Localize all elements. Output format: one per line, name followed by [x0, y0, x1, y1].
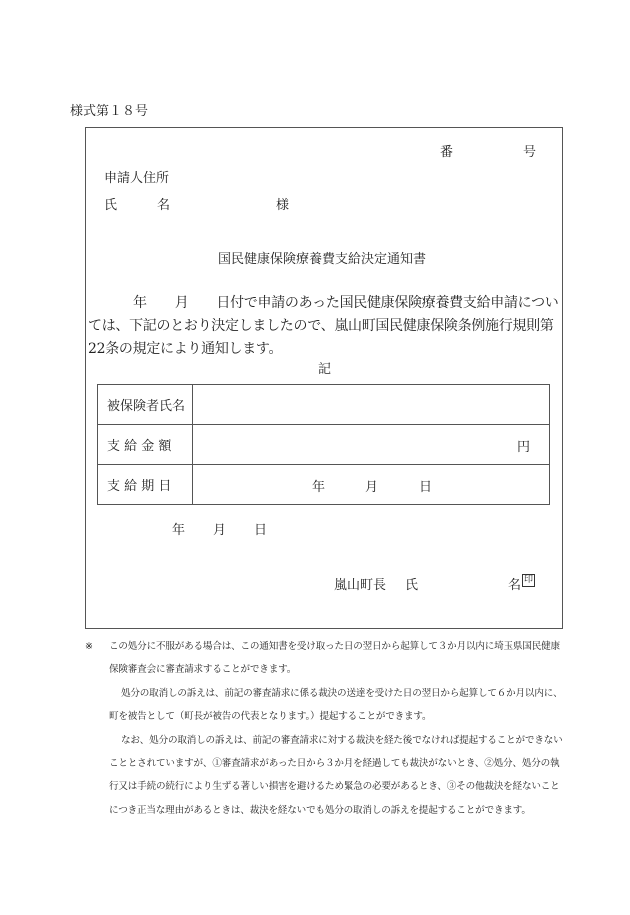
notice-title: 国民健康保険療養費支給決定通知書 [218, 252, 427, 267]
note-3-text: なお、処分の取消しの訴えは、前記の審査請求に対する裁決を経た後でなければ提起することができないこととされていますが、①審査請求があった日から３か月を経過しても裁決がないとき、②処分、処分の執行又は手続の続行により生ずる著しい損害を避けるため緊急の必要があるとき、③その他裁決を経ないことにつき正当な理由があるときは、裁決を経ないでも処分の取消しの訴えを提起することができます。 [109, 734, 563, 816]
note-1 [85, 635, 563, 682]
yen-unit: 円 [516, 440, 530, 455]
number-label-go: 号 [523, 145, 537, 160]
notes-section [85, 635, 563, 822]
payment-date-label-cell [98, 465, 193, 505]
payment-date-day: 日 [419, 480, 433, 495]
seal-mark: 印 [523, 575, 533, 585]
notice-body [88, 292, 560, 361]
issue-date-month: 月 [213, 523, 227, 538]
note-1-text: この処分に不服がある場合は、この通知書を受け取った日の翌日から起算して３か月以内に埼玉県国民健康保険審査会に審査請求することができます。 [109, 641, 560, 676]
applicant-honorific: 様 [276, 198, 290, 213]
table-row [98, 385, 550, 425]
table-row [98, 425, 550, 465]
body-line-3: 22条の規定により通知します。 [88, 341, 283, 357]
issue-date-year: 年 [172, 523, 186, 538]
payment-date-year: 年 [312, 480, 326, 495]
detail-table [97, 384, 550, 505]
applicant-name-label-1: 氏 [104, 198, 118, 213]
payment-date-label: 支 給 期 日 [107, 479, 172, 494]
issue-date-day: 日 [254, 523, 268, 538]
mayor-name-label-2: 名 [508, 578, 522, 593]
number-label-ban: 番 [440, 145, 454, 160]
mayor-name-label-1: 氏 [405, 578, 419, 593]
body-date-year: 年 [133, 295, 147, 311]
table-row [98, 465, 550, 505]
body-line-1 [88, 292, 560, 315]
payment-amount-value-cell [193, 425, 550, 465]
body-line-1-text: 日付で申請のあった国民健康保険療養費支給申請につい [216, 295, 559, 311]
applicant-address-label: 申請人住所 [104, 171, 170, 186]
note-mark: ※ [85, 641, 93, 652]
note-2-text: 処分の取消しの訴えは、前記の審査請求に係る裁決の送達を受けた日の翌日から起算して６か月以内に、町を被告として（町長が被告の代表となります。）提起することができます。 [109, 687, 563, 723]
payment-date-value-cell [193, 465, 550, 505]
insured-name-label-cell [98, 385, 193, 425]
insured-name-value-cell [193, 385, 550, 425]
note-2 [85, 682, 563, 729]
form-number: 様式第１８号 [70, 104, 149, 119]
insured-name-label: 被保険者氏名 [107, 399, 186, 414]
applicant-name-label-2: 名 [157, 198, 171, 213]
note-3 [85, 729, 563, 823]
payment-date-month: 月 [365, 480, 379, 495]
body-date-month: 月 [174, 295, 189, 311]
body-line-2: ては、下記のとおり決定しましたので、嵐山町国民健康保険条例施行規則第 [88, 318, 554, 334]
payment-amount-label: 支 給 金 額 [107, 439, 172, 454]
ki-heading: 記 [318, 362, 332, 377]
payment-amount-label-cell [98, 425, 193, 465]
mayor-title: 嵐山町長 [334, 578, 387, 593]
